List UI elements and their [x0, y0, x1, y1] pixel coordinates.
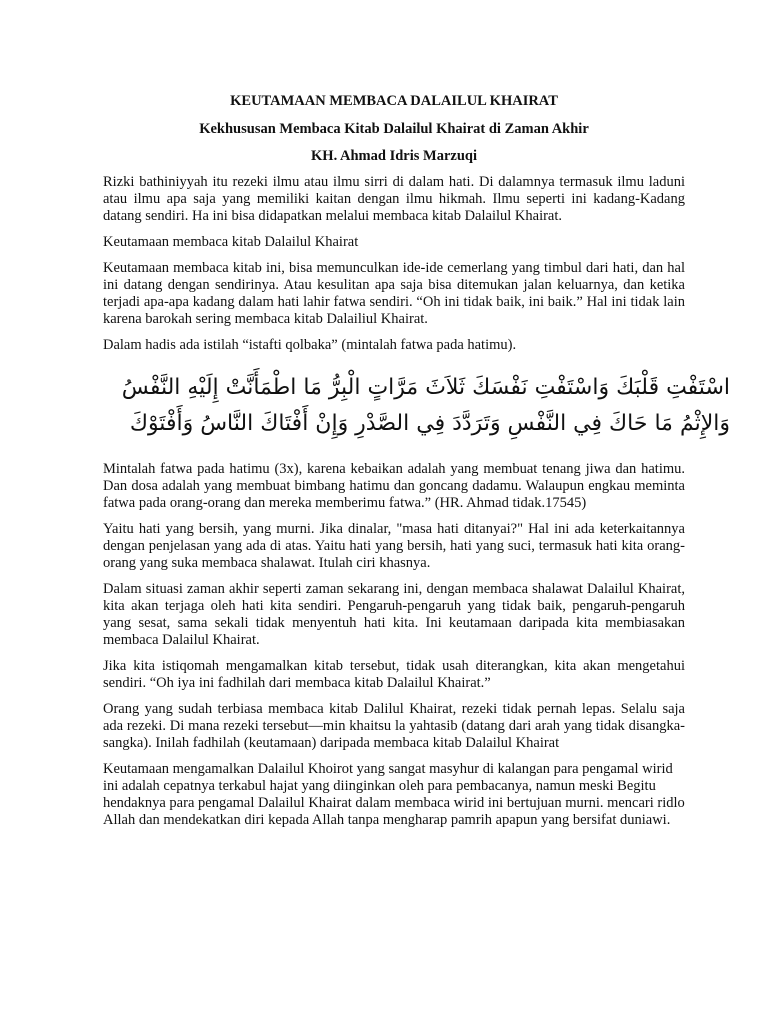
- paragraph-mintalah-fatwa: Mintalah fatwa pada hatimu (3x), karena kebaikan adalah yang membuat tenang jiwa dan hatimu. Dan dosa adalah yang membuat bimbang hatimu dan goncang dadamu. Walaupun engkau meminta fatwa pada orang-orang dan mereka memberimu fatwa.” (HR. Ahmad tidak.17545): [103, 461, 685, 511]
- paragraph-hadis: Dalam hadis ada istilah “istafti qolbaka” (mintalah fatwa pada hatimu).: [103, 337, 517, 353]
- section-heading-keutamaan: Keutamaan membaca kitab Dalailul Khairat: [103, 234, 359, 250]
- arabic-hadith: اسْتَفْتِ قَلْبَكَ وَاسْتَفْتِ نَفْسَكَ ثَلاَثَ مَرَّاتٍ الْبِرُّ مَا اطْمَأَنَّتْ إِلَيْهِ النَّفْسُ وَالإِثْمُ مَا حَاكَ فِي النَّفْسِ وَتَرَدَّدَ فِي الصَّدْرِ وَإِنْ أَفْتَاكَ النَّاسُ وَأَفْتَوْكَ: [121, 375, 730, 436]
- paragraph-hati-bersih: Yaitu hati yang bersih, yang murni. Jika dinalar, "masa hati ditanyai?" Hal ini ada keterkaitannya dengan penjelasan yang ada di atas. Yaitu hati yang bersih, hati yang suci, termasuk hati kita orang-orang yang suka membaca shalawat. Itulah ciri khasnya.: [103, 521, 685, 571]
- paragraph-zaman-akhir: Dalam situasi zaman akhir seperti zaman sekarang ini, dengan membaca shalawat Dalailul Khairat, kita akan terjaga oleh hati kita sendiri. Pengaruh-pengaruh yang tidak baik, pengaruh-pengaruh yang sesat, sama sekali tidak menyentuh hati kita. Ini keutamaan daripada kita membiasakan membaca Dalailul Khairat.: [103, 581, 685, 648]
- document-body: [103, 92, 685, 363]
- paragraph-pengamal: Keutamaan mengamalkan Dalailul Khoirot yang sangat masyhur di kalangan para pengamal wirid ini adalah cepatnya terkabul hajat yang diinginkan oleh para pembacanya, namun meski Begitu hendaknya para pengamal Dalailul Khairat dalam membaca wirid ini bertujuan murni. mencari ridlo Allah dan mendekatkan diri kepada Allah tanpa mengharap pamrih apapun yang bersifat duniawi.: [103, 761, 685, 828]
- paragraph-rizki: Rizki bathiniyyah itu rezeki ilmu atau ilmu sirri di dalam hati. Di dalamnya termasuk ilmu laduni atau ilmu apa saja yang memiliki kaitan dengan ilmu hikmah. Ilmu seperti ini kadang-Kadang datang sendiri. Ha ini bisa didapatkan melalui membaca kitab Dalailul Khairat.: [103, 174, 685, 224]
- document-body-continued: [103, 461, 685, 838]
- paragraph-keutamaan: Keutamaan membaca kitab ini, bisa memunculkan ide-ide cemerlang yang timbul dari hati, dan hal ini datang dengan sendirinya. Atau kesulitan apa saja bisa ditemukan jalan keluarnya, dan ketika terjadi apa-apa kadang dalam hati lahir fatwa sendiri. “Oh ini tidak baik, ini baik.” Hal ini tidak lain karena barokah sering membaca kitab Dalailiul Khairat.: [103, 260, 685, 327]
- paragraph-rezeki: Orang yang sudah terbiasa membaca kitab Dalilul Khairat, rezeki tidak pernah lepas. Selalu saja ada rezeki. Di mana rezeki tersebut—min khaitsu la yahtasib (datang dari arah yang tidak disangka-sangka). Inilah fadhilah (keutamaan) daripada membaca kitab Dalailul Khairat: [103, 701, 685, 751]
- document-author: KH. Ahmad Idris Marzuqi: [311, 148, 477, 164]
- paragraph-istiqomah: Jika kita istiqomah mengamalkan kitab tersebut, tidak usah diterangkan, kita akan mengetahui sendiri. “Oh iya ini fadhilah dari membaca kitab Dalailul Khairat.”: [103, 658, 685, 691]
- document-subtitle: Kekhususan Membaca Kitab Dalailul Khairat di Zaman Akhir: [199, 121, 589, 137]
- document-title: KEUTAMAAN MEMBACA DALAILUL KHAIRAT: [230, 93, 558, 109]
